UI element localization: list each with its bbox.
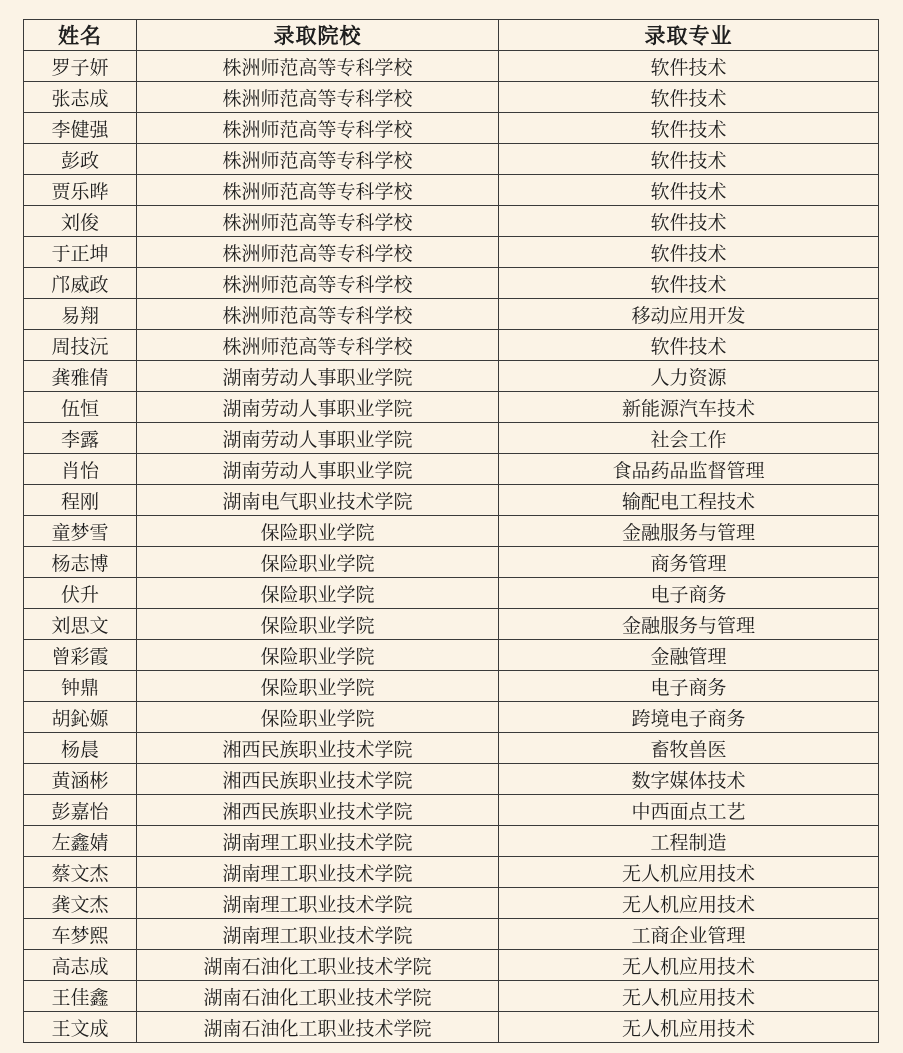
table-row <box>24 82 879 113</box>
cell-name: 张志成 <box>24 82 137 113</box>
cell-major: 软件技术 <box>499 237 879 268</box>
cell-major: 畜牧兽医 <box>499 733 879 764</box>
cell-school: 株洲师范高等专科学校 <box>137 51 499 82</box>
cell-name: 伏升 <box>24 578 137 609</box>
table-row <box>24 361 879 392</box>
table-body <box>24 51 879 1043</box>
cell-name: 李健强 <box>24 113 137 144</box>
cell-school: 湖南劳动人事职业学院 <box>137 423 499 454</box>
table-row <box>24 516 879 547</box>
table-row <box>24 423 879 454</box>
header-school: 录取院校 <box>137 20 499 51</box>
table-row <box>24 919 879 950</box>
table-row <box>24 1012 879 1043</box>
cell-school: 株洲师范高等专科学校 <box>137 237 499 268</box>
cell-name: 曾彩霞 <box>24 640 137 671</box>
cell-major: 软件技术 <box>499 82 879 113</box>
table-row <box>24 826 879 857</box>
cell-major: 软件技术 <box>499 113 879 144</box>
cell-school: 湖南理工职业技术学院 <box>137 826 499 857</box>
cell-name: 邝威政 <box>24 268 137 299</box>
cell-name: 龚雅倩 <box>24 361 137 392</box>
cell-major: 中西面点工艺 <box>499 795 879 826</box>
cell-name: 刘俊 <box>24 206 137 237</box>
cell-name: 贾乐晔 <box>24 175 137 206</box>
cell-major: 工程制造 <box>499 826 879 857</box>
cell-major: 金融管理 <box>499 640 879 671</box>
table-row <box>24 144 879 175</box>
table-row <box>24 671 879 702</box>
table-row <box>24 733 879 764</box>
table-row <box>24 702 879 733</box>
cell-school: 株洲师范高等专科学校 <box>137 268 499 299</box>
cell-major: 软件技术 <box>499 268 879 299</box>
cell-school: 株洲师范高等专科学校 <box>137 144 499 175</box>
cell-major: 软件技术 <box>499 175 879 206</box>
table-row <box>24 454 879 485</box>
cell-name: 钟鼎 <box>24 671 137 702</box>
cell-school: 保险职业学院 <box>137 547 499 578</box>
cell-major: 输配电工程技术 <box>499 485 879 516</box>
table-row <box>24 578 879 609</box>
cell-name: 车梦熙 <box>24 919 137 950</box>
table-row <box>24 299 879 330</box>
cell-name: 左鑫婧 <box>24 826 137 857</box>
cell-school: 湖南劳动人事职业学院 <box>137 361 499 392</box>
table-row <box>24 950 879 981</box>
table-row <box>24 981 879 1012</box>
header-row <box>24 20 879 51</box>
cell-major: 新能源汽车技术 <box>499 392 879 423</box>
table-row <box>24 51 879 82</box>
cell-school: 保险职业学院 <box>137 516 499 547</box>
table-row <box>24 485 879 516</box>
cell-name: 童梦雪 <box>24 516 137 547</box>
cell-school: 湖南石油化工职业技术学院 <box>137 1012 499 1043</box>
admissions-table <box>23 19 879 1043</box>
cell-school: 湖南电气职业技术学院 <box>137 485 499 516</box>
table-row <box>24 206 879 237</box>
cell-name: 高志成 <box>24 950 137 981</box>
header-major: 录取专业 <box>499 20 879 51</box>
cell-school: 湖南劳动人事职业学院 <box>137 392 499 423</box>
cell-name: 胡鈊嫄 <box>24 702 137 733</box>
table-row <box>24 640 879 671</box>
table-header <box>24 20 879 51</box>
table-row <box>24 764 879 795</box>
cell-name: 刘思文 <box>24 609 137 640</box>
cell-name: 易翔 <box>24 299 137 330</box>
cell-school: 湘西民族职业技术学院 <box>137 764 499 795</box>
cell-school: 株洲师范高等专科学校 <box>137 175 499 206</box>
cell-name: 伍恒 <box>24 392 137 423</box>
table-row <box>24 888 879 919</box>
table-row <box>24 330 879 361</box>
cell-major: 无人机应用技术 <box>499 857 879 888</box>
table-row <box>24 609 879 640</box>
cell-major: 无人机应用技术 <box>499 981 879 1012</box>
cell-major: 金融服务与管理 <box>499 609 879 640</box>
table-row <box>24 392 879 423</box>
cell-name: 肖怡 <box>24 454 137 485</box>
cell-school: 湖南理工职业技术学院 <box>137 888 499 919</box>
cell-name: 彭嘉怡 <box>24 795 137 826</box>
cell-school: 湘西民族职业技术学院 <box>137 733 499 764</box>
cell-school: 株洲师范高等专科学校 <box>137 82 499 113</box>
cell-school: 保险职业学院 <box>137 640 499 671</box>
cell-school: 保险职业学院 <box>137 609 499 640</box>
cell-school: 湖南理工职业技术学院 <box>137 857 499 888</box>
cell-major: 工商企业管理 <box>499 919 879 950</box>
cell-school: 湘西民族职业技术学院 <box>137 795 499 826</box>
cell-major: 移动应用开发 <box>499 299 879 330</box>
cell-name: 龚文杰 <box>24 888 137 919</box>
cell-name: 杨晨 <box>24 733 137 764</box>
cell-school: 保险职业学院 <box>137 702 499 733</box>
cell-major: 无人机应用技术 <box>499 888 879 919</box>
cell-major: 无人机应用技术 <box>499 950 879 981</box>
cell-major: 金融服务与管理 <box>499 516 879 547</box>
cell-name: 李露 <box>24 423 137 454</box>
cell-school: 保险职业学院 <box>137 671 499 702</box>
cell-name: 杨志博 <box>24 547 137 578</box>
header-name: 姓名 <box>24 20 137 51</box>
cell-major: 软件技术 <box>499 51 879 82</box>
cell-school: 株洲师范高等专科学校 <box>137 330 499 361</box>
cell-major: 食品药品监督管理 <box>499 454 879 485</box>
cell-school: 株洲师范高等专科学校 <box>137 113 499 144</box>
cell-name: 程刚 <box>24 485 137 516</box>
cell-school: 株洲师范高等专科学校 <box>137 299 499 330</box>
cell-major: 跨境电子商务 <box>499 702 879 733</box>
table-row <box>24 795 879 826</box>
cell-major: 软件技术 <box>499 144 879 175</box>
table-row <box>24 237 879 268</box>
cell-major: 软件技术 <box>499 206 879 237</box>
cell-major: 电子商务 <box>499 671 879 702</box>
table-row <box>24 547 879 578</box>
cell-name: 王文成 <box>24 1012 137 1043</box>
cell-major: 电子商务 <box>499 578 879 609</box>
table-row <box>24 113 879 144</box>
cell-major: 无人机应用技术 <box>499 1012 879 1043</box>
cell-major: 数字媒体技术 <box>499 764 879 795</box>
cell-major: 社会工作 <box>499 423 879 454</box>
cell-name: 蔡文杰 <box>24 857 137 888</box>
cell-school: 湖南石油化工职业技术学院 <box>137 981 499 1012</box>
cell-school: 湖南石油化工职业技术学院 <box>137 950 499 981</box>
cell-name: 黄涵彬 <box>24 764 137 795</box>
table-row <box>24 175 879 206</box>
table-row <box>24 268 879 299</box>
cell-school: 保险职业学院 <box>137 578 499 609</box>
cell-major: 软件技术 <box>499 330 879 361</box>
cell-name: 周技沅 <box>24 330 137 361</box>
cell-name: 于正坤 <box>24 237 137 268</box>
cell-name: 彭政 <box>24 144 137 175</box>
table-row <box>24 857 879 888</box>
cell-school: 湖南劳动人事职业学院 <box>137 454 499 485</box>
cell-name: 罗子妍 <box>24 51 137 82</box>
cell-major: 人力资源 <box>499 361 879 392</box>
cell-school: 株洲师范高等专科学校 <box>137 206 499 237</box>
cell-major: 商务管理 <box>499 547 879 578</box>
cell-school: 湖南理工职业技术学院 <box>137 919 499 950</box>
cell-name: 王佳鑫 <box>24 981 137 1012</box>
